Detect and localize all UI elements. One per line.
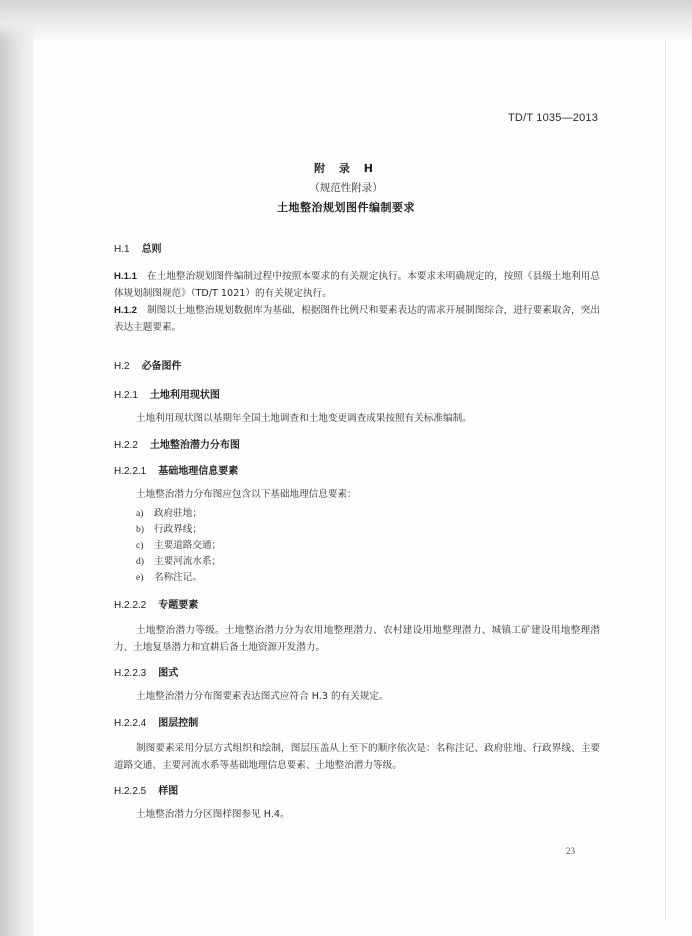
section-h22-heading bbox=[114, 436, 240, 451]
section-h225-heading bbox=[114, 782, 178, 797]
section-h21-text: 土地利用现状图以基期年全国土地调查和土地变更调查成果按照有关标准编制。 bbox=[136, 413, 472, 424]
section-title: 土地利用现状图 bbox=[149, 390, 220, 401]
section-title: 基础地理信息要素 bbox=[158, 466, 239, 477]
section-number: H.2.2.4 bbox=[114, 718, 147, 729]
section-number: H.2.1 bbox=[114, 390, 138, 401]
list-marker: d) bbox=[136, 556, 144, 567]
section-title: 专题要素 bbox=[158, 600, 199, 611]
section-title: 图式 bbox=[158, 668, 179, 679]
section-h223-text: 土地整治潜力分布图要素表达图式应符合 H.3 的有关规定。 bbox=[136, 691, 389, 702]
section-h222-text: 土地整治潜力等级。土地整治潜力分为农用地整理潜力、农村建设用地整理潜力、城镇工矿建设用地整理潜力、土地复垦潜力和宜耕后备土地资源开发潜力。 bbox=[114, 625, 600, 653]
list-text: 政府驻地； bbox=[154, 508, 202, 519]
list-item bbox=[136, 537, 221, 551]
appendix-type: （规范性附录） bbox=[309, 182, 383, 194]
section-title: 样图 bbox=[158, 786, 179, 797]
clause-text: 在土地整治规划图件编制过程中按照本要求的有关规定执行。本要求未明确规定的，按照《县级土地利用总体规划制图规范》（TD/T 1021）的有关规定执行。 bbox=[114, 271, 600, 299]
list-item bbox=[136, 521, 202, 535]
list-marker: c) bbox=[136, 540, 144, 551]
section-number: H.2.2.5 bbox=[114, 786, 147, 797]
section-number: H.2.2 bbox=[114, 440, 138, 451]
list-text: 主要河流水系； bbox=[154, 556, 222, 567]
clause-number: H.1.2 bbox=[114, 305, 137, 316]
section-title: 必备图件 bbox=[141, 361, 182, 372]
clause-text: 制图以土地整治规划数据库为基础，根据图件比例尺和要素表达的需求开展制图综合，进行要素取舍，突出表达主题要素。 bbox=[114, 305, 600, 333]
list-text: 行政界线； bbox=[154, 524, 202, 535]
section-number: H.2.2.3 bbox=[114, 668, 147, 679]
list-text: 名称注记。 bbox=[154, 572, 202, 583]
section-h2-heading bbox=[114, 357, 182, 372]
section-title: 图层控制 bbox=[158, 718, 199, 729]
list-item bbox=[136, 505, 202, 519]
document-id: TD/T 1035—2013 bbox=[508, 112, 599, 124]
section-h225-text: 土地整治潜力分区图样图参见 H.4。 bbox=[136, 809, 290, 820]
list-marker: a) bbox=[136, 508, 144, 519]
section-h222-heading bbox=[114, 596, 198, 611]
scan-shadow-top bbox=[0, 0, 692, 42]
section-number: H.2.2.2 bbox=[114, 600, 147, 611]
section-h221-heading bbox=[114, 462, 238, 477]
clause-h11 bbox=[114, 268, 600, 302]
list-marker: b) bbox=[136, 524, 144, 535]
clause-number: H.1.1 bbox=[114, 271, 137, 282]
appendix-label: 附 录 H bbox=[314, 162, 378, 175]
list-item bbox=[136, 553, 221, 567]
section-number: H.1 bbox=[114, 244, 130, 255]
section-title: 总则 bbox=[141, 244, 162, 255]
section-number: H.2 bbox=[114, 361, 130, 372]
section-h221-text: 土地整治潜力分布图应包含以下基础地理信息要素： bbox=[136, 489, 357, 500]
section-h224-text: 制图要素采用分层方式组织和绘制，图层压盖从上至下的顺序依次是：名称注记、政府驻地、行政界线、主要道路交通、主要河流水系等基础地理信息要素、土地整治潜力等级。 bbox=[114, 743, 600, 771]
section-h223-heading bbox=[114, 664, 178, 679]
scan-shadow-left bbox=[0, 0, 34, 936]
list-item bbox=[136, 569, 202, 583]
section-number: H.2.2.1 bbox=[114, 466, 147, 477]
page-number: 23 bbox=[566, 846, 575, 856]
clause-h12 bbox=[114, 302, 600, 336]
section-h1-heading bbox=[114, 240, 162, 255]
list-text: 主要道路交通； bbox=[154, 540, 222, 551]
list-marker: e) bbox=[136, 572, 144, 583]
section-h224-heading bbox=[114, 714, 198, 729]
appendix-title: 土地整治规划图件编制要求 bbox=[277, 201, 415, 214]
section-title: 土地整治潜力分布图 bbox=[149, 440, 240, 451]
section-h21-heading bbox=[114, 386, 220, 401]
